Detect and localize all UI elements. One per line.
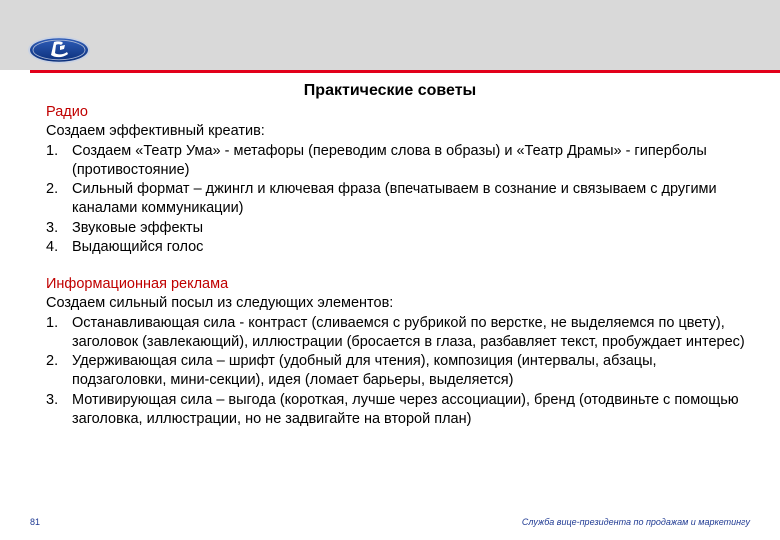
footer-organization: Служба вице-президента по продажам и маркетингу xyxy=(521,517,750,527)
page-title xyxy=(0,82,780,100)
tips-list xyxy=(46,142,746,258)
item-text: Создаем «Театр Ума» - метафоры (переводим слова в образы) и «Театр Драмы» - гиперболы (противостояние) xyxy=(72,142,707,178)
item-number: 3. xyxy=(46,391,59,408)
list-item xyxy=(46,180,746,219)
item-number: 1. xyxy=(46,314,59,331)
item-number: 2. xyxy=(46,181,59,198)
item-text: Останавливающая сила - контраст (сливаемся с рубрикой по верстке, не выделяемся по цвету), заголовок (завлекающий), иллюстрации (бросается в глаза, разбавляет текст, пробуждает интерес) xyxy=(72,314,745,350)
header-band xyxy=(0,0,780,70)
item-number: 1. xyxy=(46,142,59,159)
page-title-text: Практические советы xyxy=(303,82,477,99)
list-item xyxy=(46,219,746,238)
section-info-ads xyxy=(46,275,746,429)
section-heading: Радио xyxy=(46,104,88,120)
section-intro: Создаем сильный посыл из следующих элементов: xyxy=(46,295,394,312)
lada-boat-logo-icon xyxy=(27,35,91,65)
section-radio xyxy=(46,103,746,257)
list-item xyxy=(46,314,746,353)
list-item xyxy=(46,142,746,181)
list-item xyxy=(46,352,746,391)
list-item xyxy=(46,391,746,430)
item-number: 2. xyxy=(46,353,59,370)
item-text: Звуковые эффекты xyxy=(72,219,204,236)
item-text: Мотивирующая сила – выгода (короткая, лучше через ассоциации), бренд (отодвиньте с помощью заголовка, иллюстрации, но не задвигайте на второй план) xyxy=(72,391,739,428)
item-text: Выдающийся голос xyxy=(72,239,204,256)
item-number: 4. xyxy=(46,239,59,256)
item-text: Сильный формат – джингл и ключевая фраза (впечатываем в сознание и связываем с другими каналами коммуникации) xyxy=(72,181,717,217)
list-item xyxy=(46,238,746,257)
section-intro: Создаем эффективный креатив: xyxy=(46,123,265,140)
header-red-rule xyxy=(30,70,780,73)
tips-list xyxy=(46,314,746,430)
item-text: Удерживающая сила – шрифт (удобный для чтения), композиция (интервалы, абзацы, подзаголовки, мини-секции), идея (ломает барьеры, выделяется) xyxy=(72,353,657,389)
section-heading: Информационная реклама xyxy=(46,276,229,292)
page-number: 81 xyxy=(30,517,41,527)
item-number: 3. xyxy=(46,219,59,236)
